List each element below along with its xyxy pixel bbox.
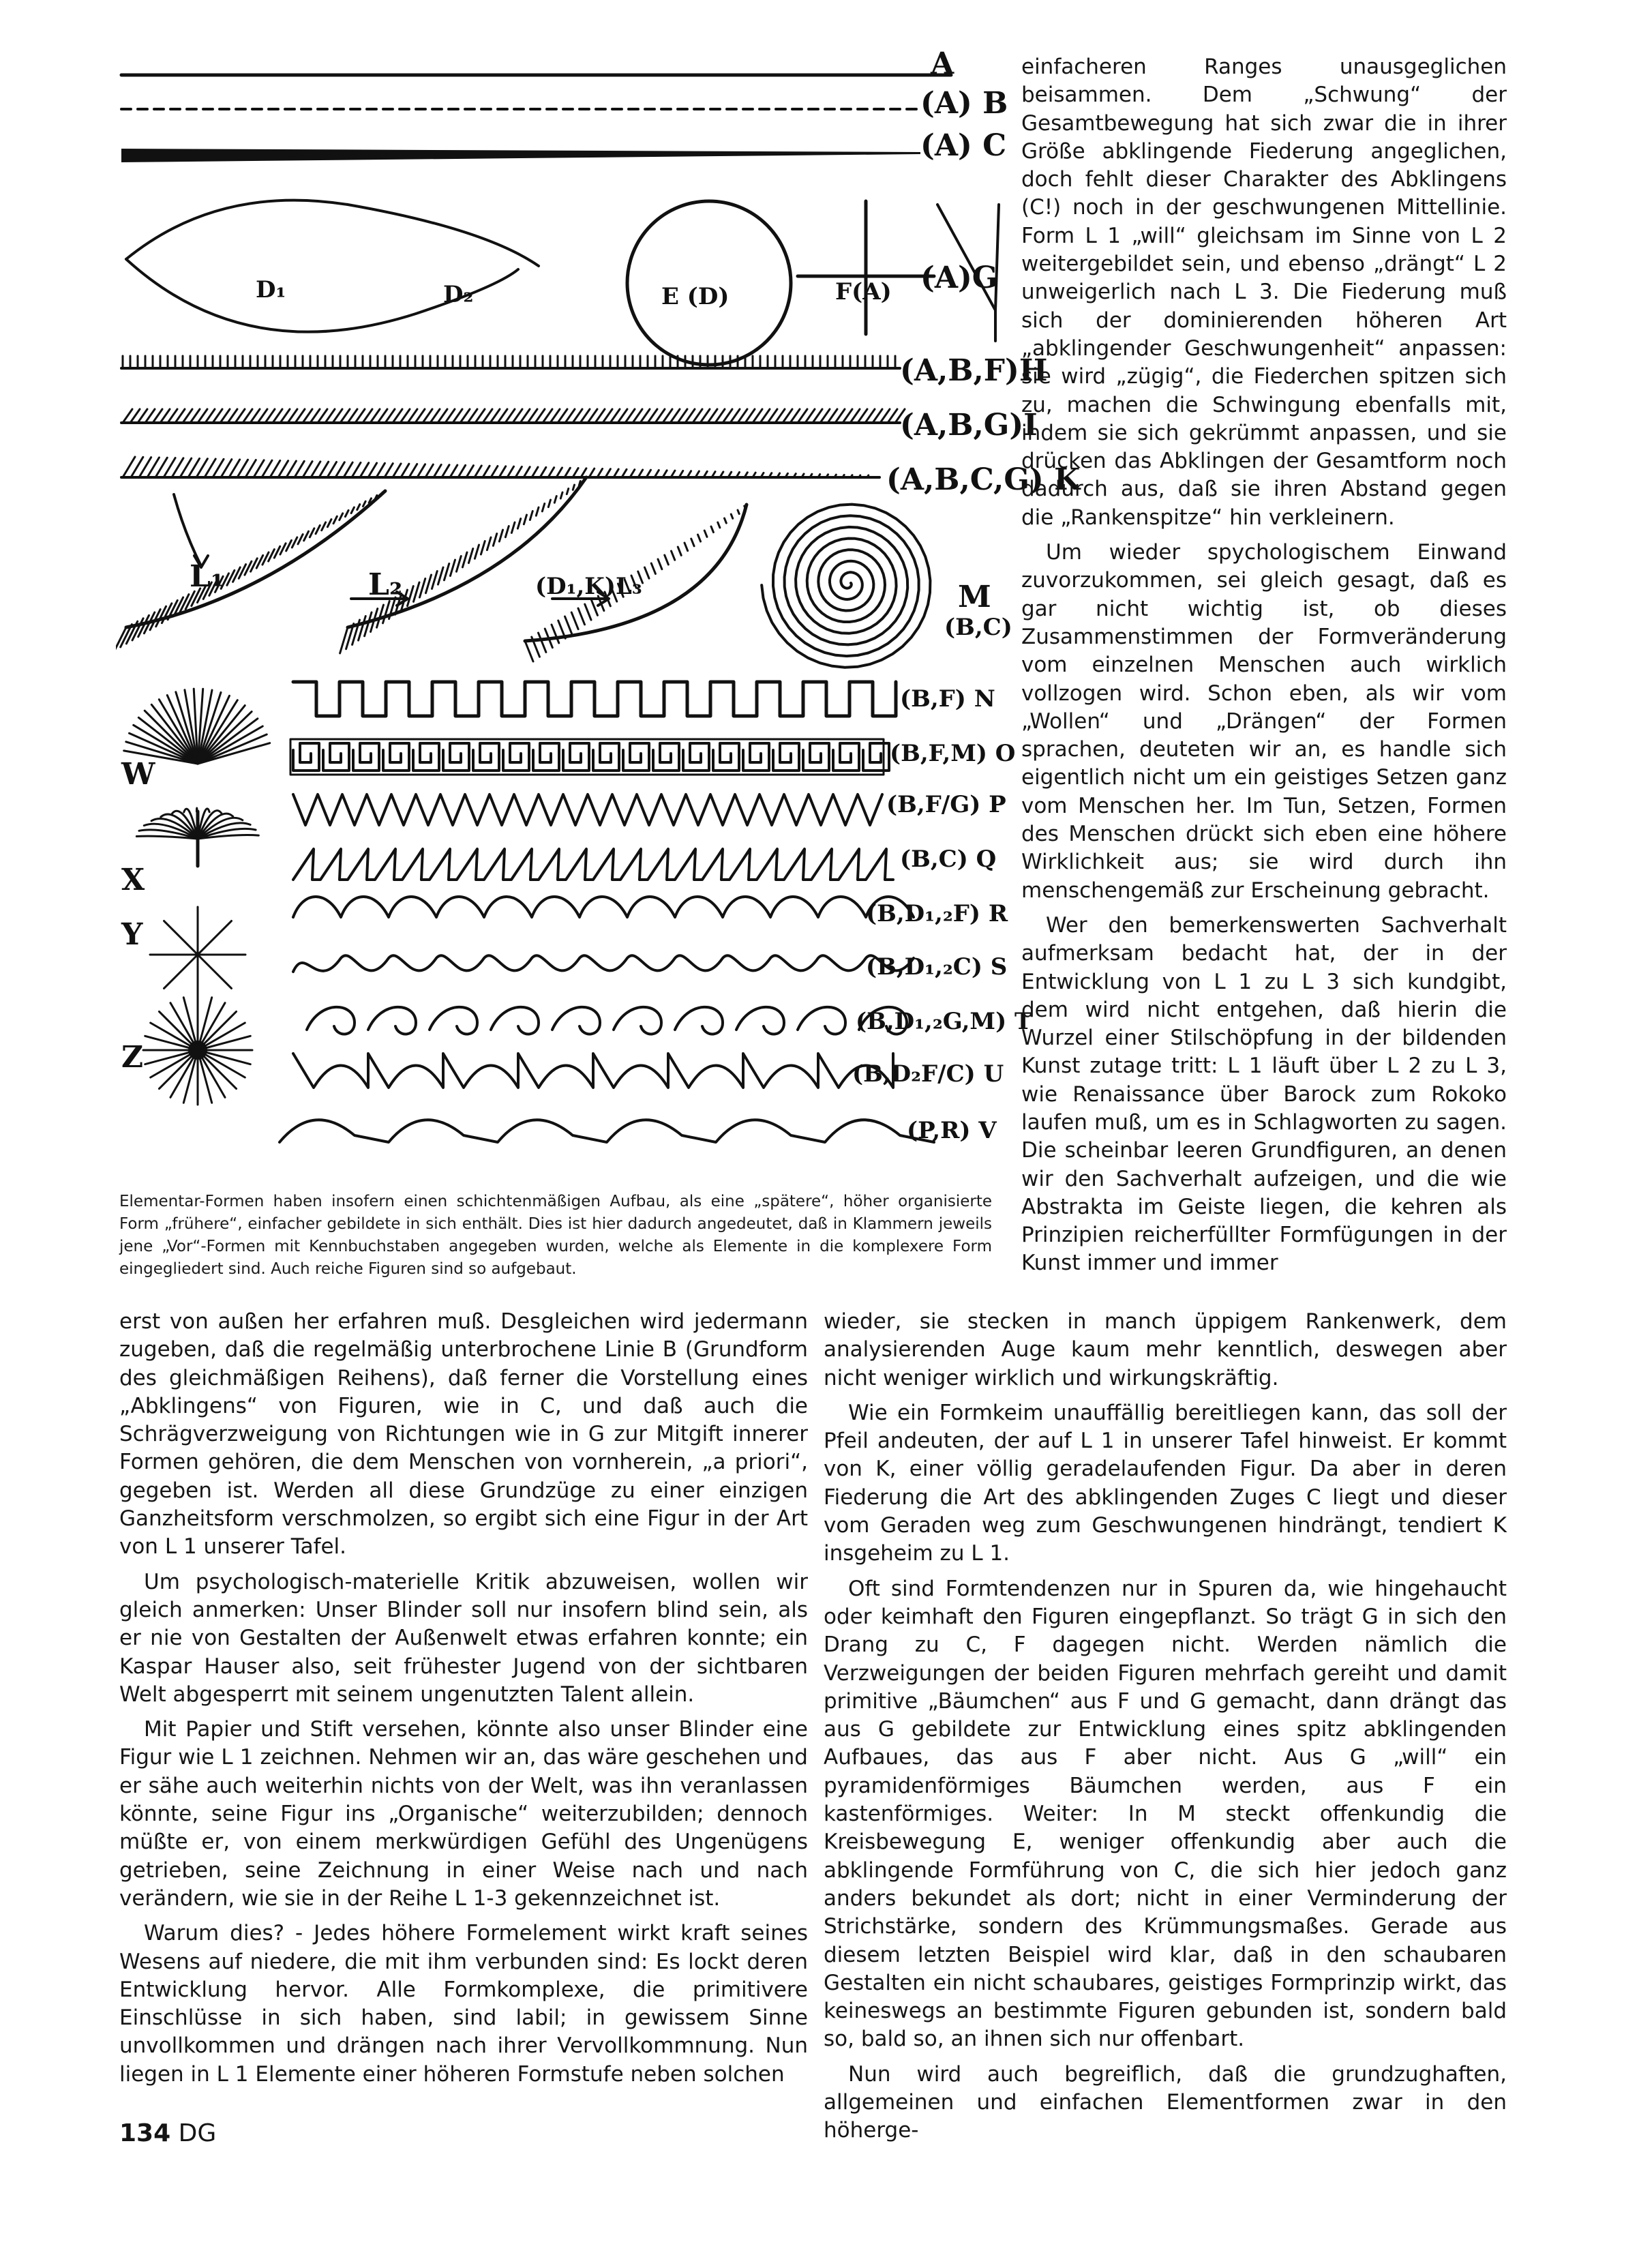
paragraph: einfacheren Ranges unausgeglichen beisammen. Dem „Schwung“ der Gesamtbewegung hat sich zwar die in ihrer Größe abklingende Fiederung angeglichen, doch fehlt dieser Charakter des Abklingens (C!) noch in der geschwungenen Mittellinie. Form L 1 „will“ gleichsam im Sinne von L 2 weitergebildet sein, und ebenso „drängt“ L 2 unweigerlich nach L 3. Die Fiederung muß sich der dominierenden höheren Art „abklingender Geschwungenheit“ anpassen: sie wird „zügig“, die Fiederchen spitzen sich zu, machen die Schwingung ebenfalls mit, indem sie sich gekrümmt anpassen, und sie drücken das Abklingen der Gesamtform noch dadurch aus, daß sie ihren Abstand gegen die „Rankenspitze“ hin verkleinern. <box>1021 55 1507 530</box>
label-b: (A) B <box>920 86 1008 121</box>
line-k-tick <box>311 462 320 477</box>
pattern-u <box>293 1054 893 1088</box>
label-h: (A,B,F)H <box>900 353 1048 388</box>
frond-leaf <box>432 571 437 589</box>
line-k-tick <box>573 468 578 478</box>
frond-leaf <box>438 567 443 584</box>
line-k-tick <box>417 464 425 477</box>
frond-leaf <box>685 543 688 551</box>
line-k-tick <box>475 466 481 477</box>
paragraph: Um wieder spychologischem Einwand zuvorzukommen, sei gleich gesagt, daß es gar nicht wichtig ist, ob dieses Zusammenstimmen der Formveränderung vom einzelnen Menschen auch wirklich vollzogen wird. Schon eben, als wir vom „Wollen“ und „Drängen“ der Formen sprachen, deuteten wir an, es handle sich eigentlich nicht um ein geistiges Setzen ganz vom Menschen her. Im Tun, Setzen, Formen des Menschen drückt sich eben eine höhere Wirklichkeit aus; sie wird durch ihn menschengemäß zur Erscheinung gebracht. <box>1021 540 1507 903</box>
frond-leaf <box>552 625 559 643</box>
line-k-tick <box>376 463 385 477</box>
frond-leaf <box>262 552 269 565</box>
line-h <box>121 356 900 368</box>
frond-leaf <box>444 564 449 580</box>
line-k-tick <box>565 468 570 477</box>
frond-leaf <box>280 543 286 554</box>
frond-leaf <box>704 531 707 537</box>
line-k-tick <box>442 465 449 477</box>
frond-leaf <box>542 504 544 511</box>
line-k-tick <box>834 475 836 477</box>
pattern-p <box>293 794 882 825</box>
frond-leaf <box>481 541 485 554</box>
frond-leaf <box>571 612 578 629</box>
line-k-tick <box>278 461 288 477</box>
pattern-q <box>293 849 893 880</box>
line-k-tick <box>515 466 522 477</box>
line-k-tick <box>843 475 844 477</box>
frond-leaf <box>560 492 562 498</box>
frond-leaf <box>711 526 713 533</box>
frond-leaf <box>419 579 425 598</box>
right-column-bottom <box>824 1308 1507 2145</box>
line-k-tick <box>409 464 417 478</box>
frond-leaf <box>658 559 662 569</box>
paragraph: Oft sind Formtendenzen nur in Spuren da, wie hingehaucht oder keimhaft den Figuren eingepflanzt. So trägt G in sich den Drang zu C, F dagegen nicht. Werden nämlich die Verzweigungen der beiden Figuren mehrfach gereiht und damit primitive „Bäumchen“ aus F und G gemacht, dann drängt das aus G gebildete zur Entwicklung eines spitz abklingenden Aufbaues, das aus F aber nicht. Aus G „will“ ein pyramidenförmiges Bäumchen werden, aus F ein kastenförmiges. Weiter: In M steckt offenkundig die Kreisbewegung E, weniger offenkundig aber auch die abklingende Formführung von C, die sich hier jedoch ganz anders bekundet als dort; nicht in einer Verminderung der Strichstärke, sondern des Krümmungsmaßes. Gerade aus diesem letzten Beispiel wird klar, daß in den schaubaren Gestalten ein nicht schaubares, geistiges Formprinzip wirkt, das keineswegs an bestimmte Figuren gebunden ist, sondern bald so, bald so, an ihnen sich nur offenbart. <box>824 1576 1507 2052</box>
line-k-tick <box>859 475 860 477</box>
line-k-tick <box>352 462 361 477</box>
line-k-tick <box>335 462 344 477</box>
frond-leaf <box>414 582 419 601</box>
star-y-ray <box>198 955 231 988</box>
frond-leaf <box>578 608 585 625</box>
line-k-tick <box>491 466 498 478</box>
palm-x <box>136 808 258 866</box>
label-w: W <box>121 757 155 792</box>
label-d1: D₁ <box>256 276 286 303</box>
star-y-ray <box>164 921 198 955</box>
pattern-v <box>280 1120 934 1142</box>
line-k-tick <box>466 466 473 477</box>
frond-leaf <box>340 513 343 520</box>
line-k-tick <box>368 463 377 477</box>
frond-leaf <box>651 563 655 573</box>
line-k-tick <box>327 462 337 478</box>
spiral-m <box>762 505 930 668</box>
paragraph: Nun wird auch begreiflich, daß die grundzughaften, allgemeinen und einfachen Elementformen zwar in den höherge- <box>824 2061 1507 2143</box>
line-i <box>121 409 905 423</box>
paragraph: Mit Papier und Stift versehen, könnte also unser Blinder eine Figur wie L 1 zeichnen. Nehmen wir an, das wäre geschehen und er sähe auch weiterhin nichts von der Welt, was ihn veranlassen könnte, seine Figur ins „Organische“ weiterzubilden; dennoch müßte er, von einem merkwürdigen Gefühl des Ungenügens getrieben, seine Zeichnung in einer Weise nach und nach verändern, wie sie in der Reihe L 1-3 gekennzeichnet ist. <box>119 1717 808 1911</box>
frond-leaf <box>539 633 546 652</box>
figure-caption: Elementar-Formen haben insofern einen schichtenmäßigen Aufbau, als eine „spätere“, höher organisierte Form „frühere“, einfacher gebildete in sich enthält. Dies ist hier dadurch angedeutet, daß in Klammern jeweils jene „Vor“-Formen mit Kennbuchstaben angegeben wurden, welche als Elemente in die komplexere Form eingegliedert sind. Auch reiche Figuren sind so aufgebaut. <box>119 1193 992 1278</box>
line-k-tick <box>286 461 296 477</box>
frond-leaf <box>487 537 491 550</box>
label-g: (A)G <box>920 260 998 295</box>
frond-leaf <box>256 555 262 568</box>
left-column <box>119 1308 808 2089</box>
frond-leaf <box>298 535 303 544</box>
label-f: F(A) <box>835 278 892 305</box>
line-k-tick <box>401 464 409 477</box>
star-y-ray <box>164 955 198 988</box>
label-p: (B,F/G) P <box>886 791 1006 818</box>
line-k-tick <box>425 464 433 477</box>
page-number: 134 <box>119 2119 171 2147</box>
frond-leaf <box>592 600 598 615</box>
frond-leaf <box>462 552 467 567</box>
frond-leaf <box>554 496 556 503</box>
frond-leaf <box>517 519 520 529</box>
frond-leaf <box>645 567 649 578</box>
right-column-top <box>1021 53 1507 1278</box>
paragraph: Warum dies? - Jedes höhere Formelement wirkt kraft seines Wesens auf niedere, die mit ihm verbunden sind: Es lockt deren Entwicklung hervor. Alle Formkomplexe, die primitivere Einschlüsse in sich haben, sind labil; in gewissem Sinne unvollkommen und drängen nach ihrer Vervollkommnung. Nun liegen in L 1 Elemente einer höheren Formstufe neben solchen <box>119 1921 808 2087</box>
label-m-sub: (B,C) <box>944 614 1012 641</box>
frond-leaf <box>322 522 326 531</box>
fan-w <box>124 689 270 764</box>
frond-leaf <box>304 531 309 541</box>
label-l2: L₂ <box>368 567 403 602</box>
line-k-tick <box>532 467 538 477</box>
frond-leaf <box>691 539 694 546</box>
star-y-ray <box>198 921 231 955</box>
frond-leaf <box>511 522 515 533</box>
star-y <box>150 907 245 1002</box>
palm-x-leaf <box>196 808 198 839</box>
frond-leaf <box>579 481 580 486</box>
line-k-tick <box>540 467 546 477</box>
paragraph: Wer den bemerkenswerten Sachverhalt aufmerksam bedacht hat, der in der Entwicklung von L 1 zu L 3 sich kundgibt, dem wird nicht entgehen, daß hierin die Wurzel einer Stilschöpfung in der bildenden Kunst zutage tritt: L 1 läuft über L 2 zu L 3, wie Renaissance über Barock zum Rokoko laufen muß, um es in Schlagworten zu sagen. Die scheinbar leeren Grundfiguren, an denen wir den Sachverhalt aufzeigen, und die wie Abstrakta im Geiste liegen, die kehren als Prinzipien reicherfüllter Formfügungen in der Kunst immer und immer <box>1021 912 1507 1276</box>
paragraph: Um psychologisch-materielle Kritik abzuweisen, wollen wir gleich anmerken: Unser Blinder soll nur insofern blind sein, als er nie von Gestalten der Außenwelt etwas erfahren konnte; ein Kaspar Hauser also, seit frühester Jugend von der sichtbaren Welt abgesperrt mit seinem ungenutzten Talent allein. <box>119 1569 808 1707</box>
label-d2: D₂ <box>443 281 474 308</box>
label-y: Y <box>121 917 143 952</box>
frond-leaf <box>698 535 701 541</box>
arrow-k-to-l1 <box>174 494 201 566</box>
frond-leaf <box>672 551 675 560</box>
line-k-tick <box>393 464 401 477</box>
frond-leaf <box>567 489 568 494</box>
frond-leaf <box>585 604 591 620</box>
label-e: E (D) <box>661 283 730 310</box>
frond-leaf <box>357 505 360 510</box>
line-k-tick <box>385 464 393 477</box>
frond-leaf <box>548 500 550 507</box>
label-a: A <box>931 46 954 81</box>
line-k-tick <box>303 462 312 477</box>
pattern-n <box>293 682 896 716</box>
frond-leaf <box>499 530 502 541</box>
frond-leaf <box>363 501 365 506</box>
frond-leaf <box>292 537 297 548</box>
label-i: (A,B,G)I <box>900 408 1038 443</box>
line-k-tick <box>360 463 369 477</box>
line-k <box>121 457 879 477</box>
line-k-tick <box>499 466 506 477</box>
line-k-tick <box>295 461 304 477</box>
arc-d1 <box>126 200 539 266</box>
paragraph: erst von außen her erfahren muß. Desgleichen wird jedermann zugeben, daß die regelmäßig unterbrochene Linie B (Grundform des gleichmäßigen Reihens), daß ferner die Vorstellung eines „Abklingens“ von Figuren, wie in C, und daß auch die Schrägverzweigung von Richtungen wie in G zur Mitgift innerer Formen gehören, die dem Menschen von vornherein, „a priori“, gegeben ist. Werden all diese Grundzüge zu einer einzigen Ganzheitsform verschmolzen, so ergibt sich eine Figur in der Art von L 1 unserer Tafel. <box>119 1309 808 1560</box>
line-c <box>121 149 920 162</box>
frond-leaf <box>678 547 681 555</box>
pattern-o <box>293 743 889 771</box>
elementary-forms-figure <box>116 41 1081 1187</box>
page-footer <box>119 2119 216 2147</box>
sunburst-z-center <box>190 1042 206 1058</box>
label-z: Z <box>121 1040 144 1075</box>
frond-leaf <box>310 528 314 537</box>
frond-leaf <box>351 507 354 513</box>
label-u: (B,D₂F/C) U <box>852 1060 1004 1088</box>
pattern-s <box>293 955 914 972</box>
frond-leaf <box>725 518 727 523</box>
line-k-tick <box>450 465 457 477</box>
line-k-tick <box>548 468 554 477</box>
frond-leaf <box>468 549 472 563</box>
frond-leaf <box>665 555 669 565</box>
label-m: M <box>958 580 991 614</box>
line-k-tick <box>524 467 530 477</box>
frond-leaf <box>456 556 461 572</box>
frond-leaf <box>573 485 574 490</box>
label-v: (P,R) V <box>907 1117 997 1144</box>
line-k-tick <box>434 464 441 477</box>
label-l1: L₁ <box>190 559 224 594</box>
line-k-tick <box>458 465 466 477</box>
label-x: X <box>121 863 145 897</box>
frond-leaf <box>475 545 479 558</box>
paragraph: Wie ein Formkeim unauffällig bereitliegen kann, das soll der Pfeil andeuten, der auf L 1 in unserer Tafel hinweist. Er kommt von K, einer völlig geradelaufenden Figur. Da aber in deren Fiederung die Art des abklingenden Zuges C liegt und dieser vom Geraden weg zum Geschwungenen hindrängt, tendiert K insgeheim zu L 1. <box>824 1400 1507 1566</box>
label-k: (A,B,C,G) K <box>886 462 1081 497</box>
frond-leaf <box>327 520 331 527</box>
label-n: (B,F) N <box>900 685 995 713</box>
frond-leaf <box>269 550 275 561</box>
frond-l1-leaves <box>116 492 382 651</box>
line-k-tick <box>851 475 852 477</box>
line-k-tick <box>319 462 329 477</box>
frond-leaf <box>345 510 348 516</box>
sunburst-z <box>143 996 252 1105</box>
pattern-t <box>307 1007 907 1034</box>
frond-leaf <box>536 507 539 516</box>
label-c: (A) C <box>920 128 1007 163</box>
line-k-tick <box>556 468 562 477</box>
frond-leaf <box>530 511 532 520</box>
label-t: (B,D₁,₂G,M) T <box>856 1008 1032 1035</box>
line-k-tick <box>867 475 869 477</box>
journal-abbrev: DG <box>178 2119 217 2147</box>
line-k-tick <box>507 466 514 477</box>
frond-leaf <box>493 534 496 546</box>
frond-leaf <box>565 616 572 633</box>
frond-leaf <box>333 516 337 523</box>
label-r: (B,D₁,₂F) R <box>866 900 1008 927</box>
frond-leaf <box>408 586 414 606</box>
label-o: (B,F,M) O <box>890 740 1016 767</box>
frond-leaf <box>731 514 733 518</box>
label-l3: (D₁,K)L₃ <box>535 573 642 600</box>
frond-leaf <box>718 522 720 528</box>
label-q: (B,C) Q <box>900 846 997 873</box>
pattern-r <box>293 897 914 917</box>
frond-leaf <box>505 526 509 537</box>
line-k-tick <box>483 466 490 477</box>
frond-leaf <box>525 641 533 661</box>
paragraph: wieder, sie stecken in manch üppigem Rankenwerk, dem analysierenden Auge kaum mehr kenntlich, deswegen aber nicht weniger wirklich und wirkungskräftig. <box>824 1309 1507 1390</box>
frond-leaf <box>745 506 746 509</box>
frond-leaf <box>425 575 431 593</box>
frond-leaf <box>524 515 526 524</box>
frond-leaf <box>316 525 320 533</box>
line-k-tick <box>344 462 352 477</box>
frond-leaf <box>274 546 280 558</box>
frond-leaf <box>738 510 739 514</box>
frond-leaf <box>450 560 455 576</box>
frond-leaf <box>286 540 292 551</box>
label-s: (B,D₁,₂C) S <box>866 953 1008 981</box>
